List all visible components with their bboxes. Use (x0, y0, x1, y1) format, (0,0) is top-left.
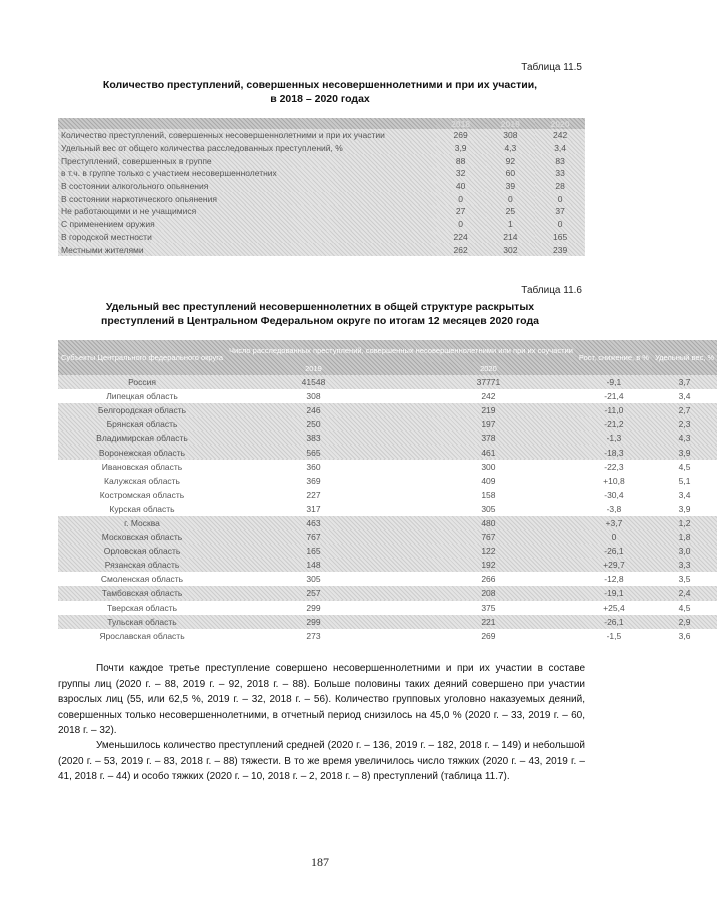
value-2019-cell: 250 (306, 419, 321, 430)
value-2019-cell: 565 (306, 447, 321, 458)
change-cell: -3,8 (606, 503, 622, 514)
change-cell: -9,1 (606, 377, 622, 388)
row-value: 0 (508, 193, 513, 204)
value-2019-cell: 308 (306, 391, 321, 402)
table-11-5-title-line1: Количество преступлений, совершенных несовершеннолетними и при их участии, (102, 79, 538, 91)
change-cell: -26,1 (604, 546, 624, 557)
value-2020-cell: 461 (481, 447, 496, 458)
table-row (58, 417, 717, 431)
row-value: 239 (553, 244, 568, 255)
share-cell: 3,4 (678, 489, 691, 500)
change-cell: -30,4 (604, 489, 624, 500)
value-2020-cell: 192 (481, 560, 496, 571)
row-label: В городской местности (61, 231, 152, 242)
share-cell: 3,3 (678, 560, 691, 571)
table-row (58, 167, 585, 180)
row-label: Удельный вес от общего количества расследованных преступлений, % (61, 143, 343, 154)
region-cell: Воронежская область (98, 447, 186, 458)
value-2020-cell: 158 (481, 489, 496, 500)
value-2020-cell: 480 (481, 517, 496, 528)
row-value: 4,3 (504, 143, 517, 154)
change-cell: -21,4 (604, 391, 624, 402)
share-cell: 3,5 (678, 574, 691, 585)
table-11-6 (58, 340, 717, 643)
change-cell: -1,3 (606, 433, 622, 444)
header-year-2020: 2020 (480, 363, 497, 373)
value-2020-cell: 305 (481, 503, 496, 514)
row-value: 302 (503, 244, 518, 255)
row-value: 25 (505, 206, 516, 217)
row-value: 32 (455, 168, 466, 179)
share-cell: 2,4 (678, 588, 691, 599)
value-2019-cell: 299 (306, 602, 321, 613)
table-row (58, 629, 717, 643)
value-2019-cell: 369 (306, 475, 321, 486)
change-cell: +25,4 (603, 602, 625, 613)
table-row (58, 586, 717, 600)
table-11-6-title (70, 300, 570, 328)
value-2019-cell: 360 (306, 461, 321, 472)
value-2020-cell: 375 (481, 602, 496, 613)
row-value: 27 (455, 206, 466, 217)
change-cell: +10,8 (603, 475, 625, 486)
table-11-6-title-line1: Удельный вес преступлений несовершеннолетних в общей структуре раскрытых (105, 301, 535, 313)
row-label: С применением оружия (61, 219, 155, 230)
value-2020-cell: 242 (481, 391, 496, 402)
table-header-row (58, 340, 717, 362)
change-cell: 0 (611, 532, 617, 543)
region-cell: Костромская область (99, 489, 185, 500)
table-row (58, 601, 717, 615)
share-cell: 3,4 (678, 391, 691, 402)
row-value: 214 (503, 231, 518, 242)
value-2020-cell: 221 (481, 616, 496, 627)
share-cell: 3,9 (678, 503, 691, 514)
share-cell: 2,9 (678, 616, 691, 627)
table-header-row (58, 118, 585, 129)
table-row (58, 516, 717, 530)
region-cell: г. Москва (124, 517, 160, 528)
share-cell: 3,7 (678, 377, 691, 388)
header-cell (58, 118, 436, 129)
region-cell: Тульская область (107, 616, 177, 627)
table-row (58, 218, 585, 231)
table-row (58, 615, 717, 629)
row-value: 39 (505, 181, 516, 192)
region-cell: Белгородская область (97, 405, 187, 416)
change-cell: -21,2 (604, 419, 624, 430)
header-change: Рост, снижение, в % (578, 352, 649, 362)
table-row (58, 544, 717, 558)
value-2019-cell: 767 (306, 532, 321, 543)
table-row (58, 474, 717, 488)
table-row (58, 142, 585, 155)
region-cell: Московская область (101, 532, 183, 543)
header-subject: Субъекты Центрального федерального округа (61, 352, 224, 362)
value-2020-cell: 300 (481, 461, 496, 472)
change-cell: -22,3 (604, 461, 624, 472)
region-cell: Курская область (109, 503, 175, 514)
value-2020-cell: 208 (481, 588, 496, 599)
row-value: 3,4 (554, 143, 567, 154)
row-label: Преступлений, совершенных в группе (61, 155, 212, 166)
share-cell: 1,2 (678, 517, 691, 528)
share-cell: 1,8 (678, 532, 691, 543)
row-value: 165 (553, 231, 568, 242)
value-2019-cell: 305 (306, 574, 321, 585)
change-cell: -26,1 (604, 616, 624, 627)
value-2019-cell: 273 (306, 630, 321, 641)
table-row (58, 445, 717, 459)
row-value: 269 (453, 130, 468, 141)
row-value: 28 (555, 181, 565, 192)
value-2019-cell: 41548 (301, 377, 326, 388)
region-cell: Россия (128, 377, 156, 388)
change-cell: +29,7 (603, 560, 625, 571)
table-11-6-title-line2: преступлений в Центральном Федеральном округе по итогам 12 месяцев 2020 года (101, 315, 539, 327)
region-cell: Орловская область (103, 546, 181, 557)
table-row (58, 460, 717, 474)
region-cell: Рязанская область (104, 560, 180, 571)
region-cell: Владимирская область (96, 433, 188, 444)
table-row (58, 558, 717, 572)
header-cell-2018: 2018 (451, 118, 471, 129)
value-2020-cell: 266 (481, 574, 496, 585)
row-value: 33 (555, 168, 565, 179)
row-label: В состоянии алкогольного опьянения (61, 181, 209, 192)
change-cell: -18,3 (604, 447, 624, 458)
share-cell: 4,5 (678, 461, 691, 472)
table-row (58, 154, 585, 167)
share-cell: 2,7 (678, 405, 691, 416)
page-number: 187 (311, 855, 329, 869)
value-2019-cell: 165 (306, 546, 321, 557)
change-cell: -11,0 (604, 405, 624, 416)
table-row (58, 403, 717, 417)
row-value: 0 (458, 219, 463, 230)
row-value: 242 (553, 130, 568, 141)
table-row (58, 389, 717, 403)
row-value: 0 (458, 193, 463, 204)
row-value: 60 (505, 168, 516, 179)
paragraph-1: Почти каждое третье преступление совершено несовершеннолетними и при их участии в составе группы лиц (2020 г. – 88, 2019 г. – 92, 2018 г. – 88). Больше половины таких деяний совершено при участии взрослых лиц (55, или 62,5 %, 2019 г. – 32, 2018 г. – 56). Количество групповых уголовно наказуемых деяний, совершенных только несовершеннолетними, в отчетный период снизилось на 45,0 % (2020 г. – 33, 2019 г. – 60, 2018 г. – 32). (58, 663, 585, 736)
change-cell: +3,7 (605, 517, 623, 528)
region-cell: Калужская область (104, 475, 180, 486)
row-label: Не работающими и не учащимися (61, 206, 197, 217)
paragraph-2: Уменьшилось количество преступлений средней (2020 г. – 136, 2019 г. – 182, 2018 г. – 149) и небольшой (2020 г. – 53, 2019 г. – 83, 2018 г. – 88) тяжести. В то же время увеличилось число тяжких (2020 г. – 43, 2019 г. – 41, 2018 г. – 44) и особо тяжких (2020 г. – 10, 2018 г. – 2, 2018 г. – 8) преступлений (таблица 11.7). (58, 740, 585, 782)
row-value: 37 (555, 206, 565, 217)
table-11-6-body (58, 375, 717, 643)
table-row (58, 530, 717, 544)
row-label: В состоянии наркотического опьянения (61, 193, 217, 204)
table-row (58, 129, 585, 142)
region-cell: Липецкая область (106, 391, 178, 402)
value-2019-cell: 227 (306, 489, 321, 500)
share-cell: 3,0 (678, 546, 691, 557)
row-value: 262 (453, 244, 468, 255)
value-2019-cell: 299 (306, 616, 321, 627)
value-2019-cell: 317 (306, 503, 321, 514)
region-cell: Смоленская область (100, 574, 184, 585)
row-value: 83 (555, 155, 565, 166)
value-2019-cell: 463 (306, 517, 321, 528)
table-11-5-body (58, 129, 585, 256)
table-11-5-title-line2: в 2018 – 2020 годах (270, 93, 370, 105)
share-cell: 2,3 (678, 419, 691, 430)
region-cell: Тверская область (107, 602, 178, 613)
row-value: 1 (508, 219, 513, 230)
table-row (58, 488, 717, 502)
row-value: 3,9 (454, 143, 467, 154)
value-2020-cell: 378 (481, 433, 496, 444)
table-row (58, 180, 585, 193)
table-11-5-title (70, 78, 570, 106)
row-value: 224 (453, 231, 468, 242)
region-cell: Брянская область (106, 419, 178, 430)
row-label: в т.ч. в группе только с участием несовершеннолетних (61, 168, 277, 179)
header-share: Удельный вес, % (654, 352, 715, 362)
row-value: 0 (557, 193, 563, 204)
region-cell: Тамбовская область (101, 588, 183, 599)
table-row (58, 431, 717, 445)
table-row (58, 231, 585, 244)
region-cell: Ярославская область (99, 630, 185, 641)
table-row (58, 502, 717, 516)
table-row (58, 243, 585, 256)
share-cell: 3,6 (678, 630, 691, 641)
table-row (58, 192, 585, 205)
share-cell: 4,3 (678, 433, 691, 444)
row-value: 88 (455, 155, 466, 166)
change-cell: -19,1 (604, 588, 624, 599)
header-year-2019: 2019 (305, 363, 322, 373)
header-cell-2020: 2020 (550, 118, 570, 129)
row-label: Количество преступлений, совершенных несовершеннолетними и при их участии (61, 130, 385, 141)
value-2019-cell: 257 (306, 588, 321, 599)
header-cell-2019: 2019 (500, 118, 520, 129)
table-11-6-caption: Таблица 11.6 (521, 285, 582, 296)
share-cell: 4,5 (678, 602, 691, 613)
value-2020-cell: 269 (481, 630, 496, 641)
value-2020-cell: 767 (481, 532, 496, 543)
row-value: 40 (455, 181, 466, 192)
table-row (58, 375, 717, 389)
table-11-5 (58, 118, 585, 256)
table-11-5-caption: Таблица 11.5 (521, 62, 582, 73)
value-2020-cell: 122 (481, 546, 496, 557)
share-cell: 5,1 (678, 475, 691, 486)
header-count: Число расследованных преступлений, совершенных несовершеннолетними или при их соучастии (229, 346, 573, 355)
value-2020-cell: 37771 (476, 377, 501, 388)
value-2019-cell: 148 (306, 560, 321, 571)
row-value: 0 (557, 219, 563, 230)
value-2019-cell: 383 (306, 433, 321, 444)
row-value: 308 (503, 130, 518, 141)
value-2019-cell: 246 (306, 405, 321, 416)
table-row (58, 572, 717, 586)
value-2020-cell: 197 (481, 419, 496, 430)
value-2020-cell: 219 (481, 405, 496, 416)
region-cell: Ивановская область (101, 461, 183, 472)
row-label: Местными жителями (61, 244, 144, 255)
row-value: 92 (505, 155, 516, 166)
change-cell: -1,5 (606, 630, 622, 641)
change-cell: -12,8 (604, 574, 624, 585)
value-2020-cell: 409 (481, 475, 496, 486)
table-row (58, 205, 585, 218)
share-cell: 3,9 (678, 447, 691, 458)
